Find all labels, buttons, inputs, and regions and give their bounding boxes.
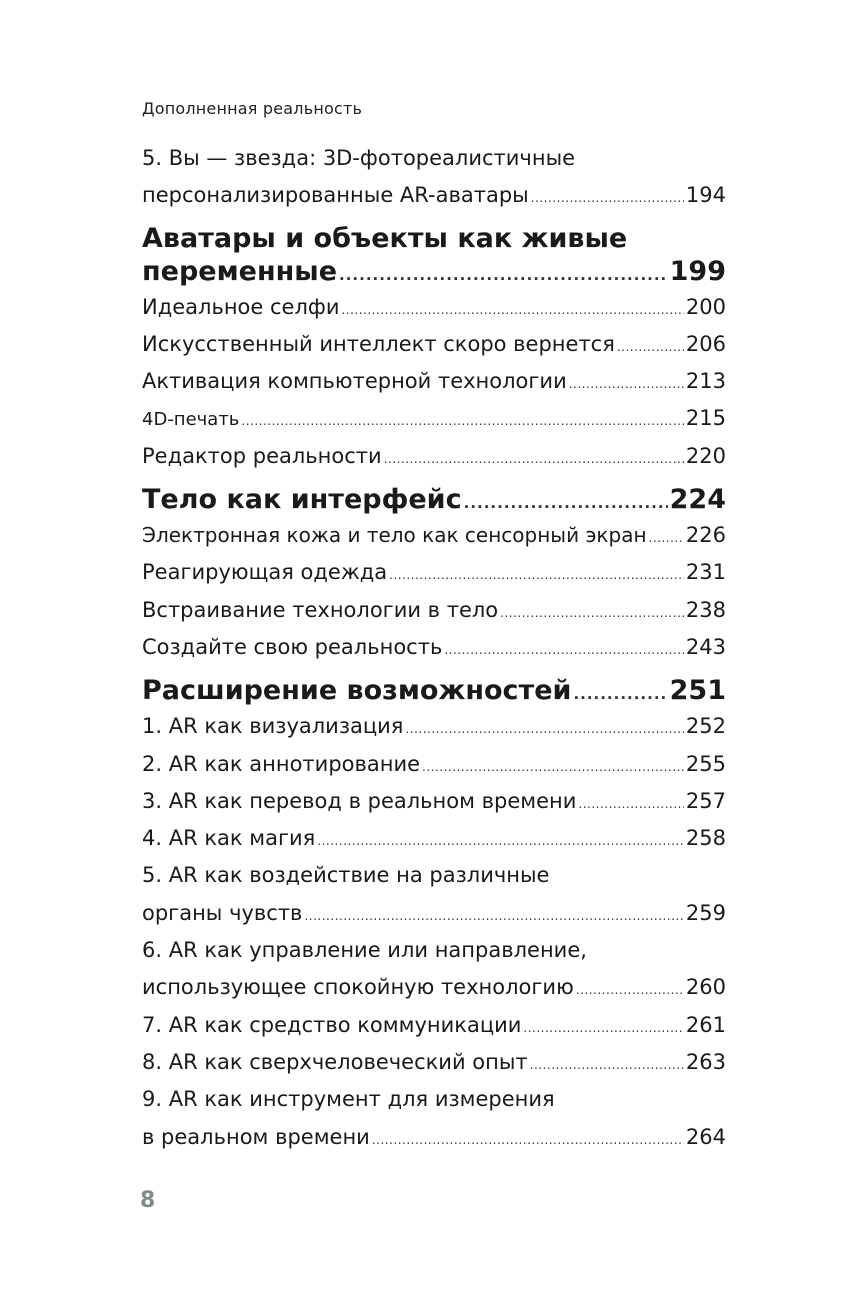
toc-entry: [142, 708, 726, 745]
toc-entry: [142, 629, 726, 666]
dot-leader: [339, 258, 668, 292]
toc-entry-page: 200: [685, 294, 726, 319]
page-number: 8: [140, 1188, 156, 1213]
dot-leader: [389, 557, 684, 594]
dot-leader: [372, 1122, 684, 1159]
dot-leader: [304, 898, 683, 935]
toc-entry: [142, 895, 726, 932]
toc-entry: [142, 969, 726, 1006]
toc-entry-page: 206: [685, 331, 726, 356]
dot-leader: [523, 1010, 683, 1047]
toc-entry-title: Реагирующая одежда: [142, 560, 388, 585]
dot-leader: [576, 972, 684, 1009]
chapter-title-line1: Аватары и объекты как живые: [142, 222, 628, 254]
toc-entry: [142, 363, 726, 400]
toc-entry-title: 4D-печать: [142, 409, 240, 431]
dot-leader: [341, 292, 683, 329]
toc-entry: [142, 326, 726, 363]
running-head: Дополненная реальность: [142, 99, 363, 118]
toc-entry-title: использующее спокойную технологию: [142, 975, 574, 1000]
toc-entry: [142, 438, 726, 475]
toc-entry-title: Электронная кожа и тело как сенсорный экран: [142, 523, 647, 548]
chapter-heading: [142, 223, 726, 289]
toc-entry-page: 255: [685, 751, 726, 776]
toc-entry-title: 2. AR как аннотирование: [142, 751, 421, 776]
chapter-title: Тело как интерфейс: [142, 484, 462, 516]
dot-leader: [241, 403, 683, 440]
toc-entry-page: 260: [685, 975, 726, 1000]
chapter-title-line: [142, 674, 726, 708]
toc-entry-title: 4. AR как магия: [142, 826, 316, 851]
toc-entry-title: Активация компьютерной технологии: [142, 369, 567, 394]
toc-entry: [142, 177, 726, 214]
toc-entry: [142, 289, 726, 326]
dot-leader: [530, 1047, 684, 1084]
toc-entry-title: 5. AR как воздействие на различные: [142, 863, 550, 888]
toc-entry-page: 257: [685, 788, 726, 813]
toc-entry: [142, 1007, 726, 1044]
toc-entry-page: 238: [685, 597, 726, 622]
chapter-page: 251: [669, 675, 726, 707]
chapter-title: Расширение возможностей: [142, 675, 572, 707]
toc-entry-page: 264: [685, 1124, 726, 1149]
chapter-title-line: [142, 483, 726, 517]
toc-entry-page: 226: [685, 523, 726, 548]
toc-entry-title: 7. AR как средство коммуникации: [142, 1012, 522, 1037]
toc-entry-page: 263: [685, 1049, 726, 1074]
toc-entry-page: 261: [685, 1012, 726, 1037]
toc-entry-line1: [142, 140, 726, 177]
toc-entry-page: 252: [685, 714, 726, 739]
toc-entry-title: Редактор реальности: [142, 443, 382, 468]
dot-leader: [405, 711, 683, 748]
dot-leader: [464, 486, 668, 520]
toc-entry-title: 1. AR как визуализация: [142, 714, 404, 739]
dot-leader: [384, 441, 684, 478]
toc-entry-page: 215: [685, 406, 726, 431]
dot-leader: [569, 366, 684, 403]
toc-entry-page: 213: [685, 369, 726, 394]
toc-entry: [142, 1044, 726, 1081]
chapter-title-line2: [142, 255, 726, 289]
toc-entry-title: Искусственный интеллект скоро вернется: [142, 331, 615, 356]
toc-entry: [142, 1119, 726, 1156]
chapter-heading: [142, 674, 726, 708]
dot-leader: [573, 677, 667, 711]
toc-entry-title: в реальном времени: [142, 1124, 370, 1149]
toc-entry-title: Создайте свою реальность: [142, 634, 443, 659]
chapter-title: переменные: [142, 255, 338, 287]
toc-entry-page: 259: [685, 900, 726, 925]
toc-entry-line1: [142, 1081, 726, 1118]
toc-entry-title: органы чувств: [142, 900, 303, 925]
dot-leader: [649, 520, 684, 557]
toc-entry: [142, 592, 726, 629]
toc-entry-title: 6. AR как управление или направление,: [142, 938, 587, 963]
toc-entry-page: 220: [685, 443, 726, 468]
toc-entry-title: Встраивание технологии в тело: [142, 597, 499, 622]
chapter-page: 199: [669, 255, 726, 287]
toc-entry: [142, 554, 726, 591]
toc-entry: [142, 517, 726, 554]
toc-entry-page: 258: [685, 826, 726, 851]
dot-leader: [444, 632, 684, 669]
toc-entry: [142, 746, 726, 783]
chapter-page: 224: [669, 484, 726, 516]
toc-entry-line1: [142, 932, 726, 969]
toc-entry-title: 3. AR как перевод в реальном времени: [142, 788, 577, 813]
toc-entry: [142, 820, 726, 857]
toc-entry: [142, 400, 726, 437]
dot-leader: [422, 749, 684, 786]
toc-entry: [142, 783, 726, 820]
dot-leader: [531, 180, 684, 217]
dot-leader: [578, 786, 683, 823]
toc-entry-title: Идеальное селфи: [142, 294, 340, 319]
dot-leader: [500, 595, 684, 632]
dot-leader: [317, 823, 684, 860]
toc-entry-title: персонализированные AR-аватары: [142, 183, 529, 208]
toc-entry-page: 231: [685, 560, 726, 585]
chapter-heading: [142, 483, 726, 517]
dot-leader: [617, 329, 684, 366]
toc-entry-page: 243: [685, 634, 726, 659]
toc-entry-title: 5. Вы — звезда: 3D-фотореалистичные: [142, 146, 576, 170]
toc-entry-title: 8. AR как сверхчеловеческий опыт: [142, 1049, 528, 1074]
table-of-contents: [142, 140, 726, 1156]
toc-entry-line1: [142, 857, 726, 894]
toc-entry-title: 9. AR как инструмент для измерения: [142, 1087, 555, 1112]
toc-entry-page: 194: [685, 183, 726, 208]
